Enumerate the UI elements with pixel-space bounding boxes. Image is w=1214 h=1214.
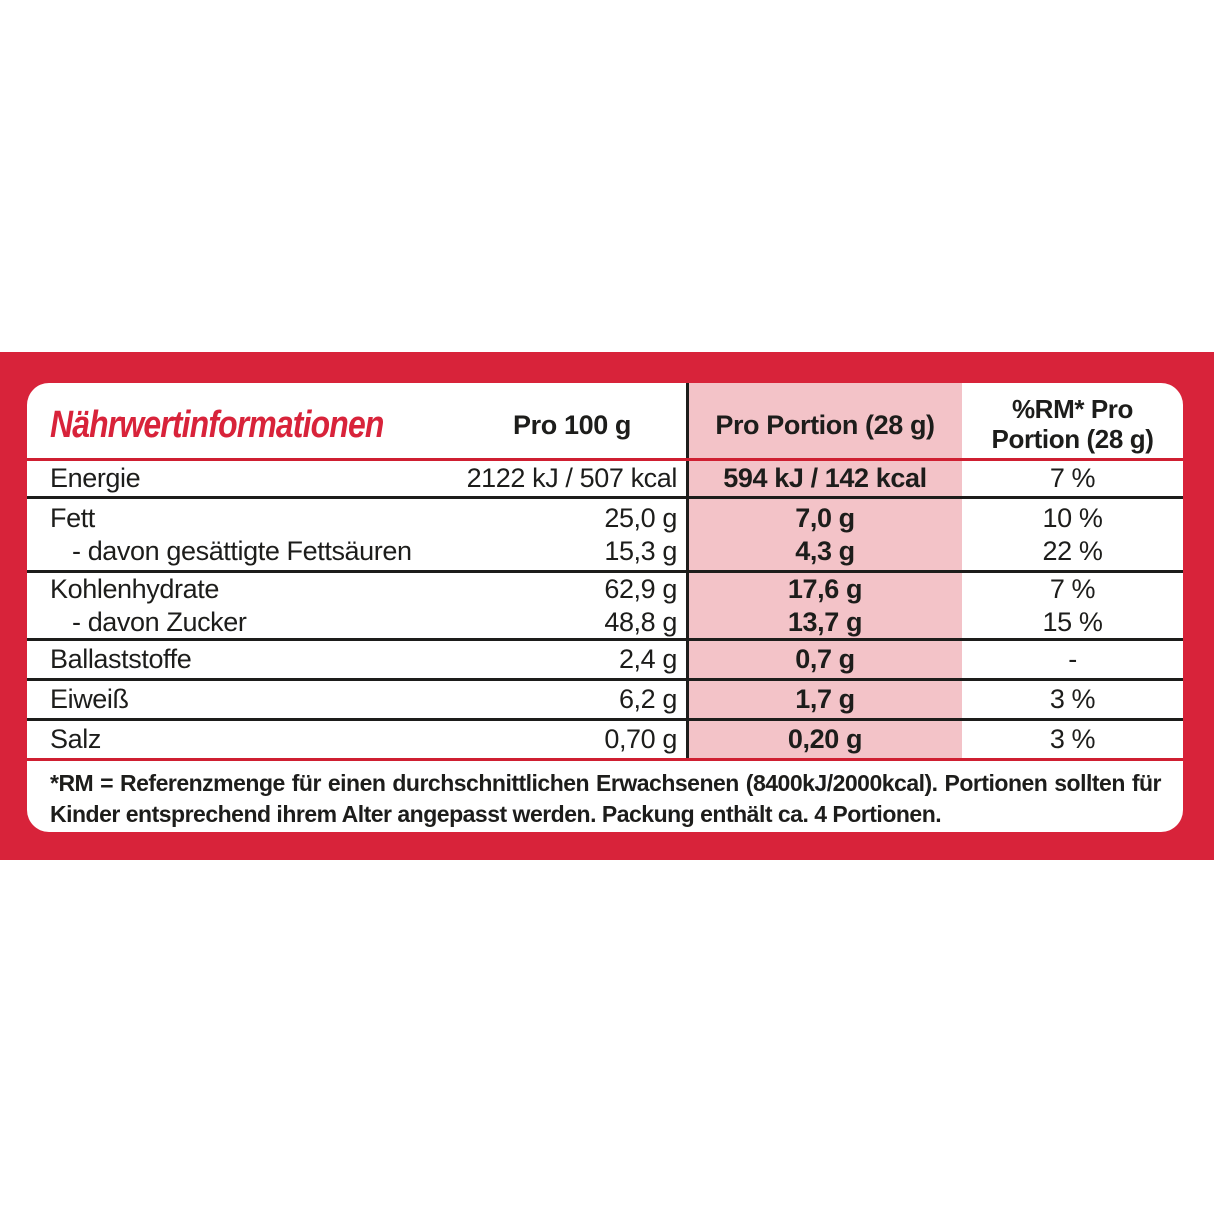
value-rm-percent: 3 % xyxy=(1049,724,1096,754)
value-per-100g: 2,4 g xyxy=(618,644,677,674)
nutrient-sublabel: - davon gesättigte Fettsäuren xyxy=(72,535,412,566)
nutrient-label: Ballaststoffe xyxy=(50,644,192,674)
value-per-portion: 4,3 g xyxy=(795,535,855,566)
column-header-per-100g: Pro 100 g xyxy=(513,410,631,440)
reference-footnote xyxy=(27,758,1183,832)
value-per-portion: 594 kJ / 142 kcal xyxy=(723,463,927,493)
table-title: Nährwertinformationen xyxy=(50,404,384,446)
value-per-portion: 0,20 g xyxy=(787,724,863,754)
value-rm-percent-group xyxy=(962,499,1183,570)
column-header-rm-line1: %RM* Pro xyxy=(1011,393,1134,424)
value-per-100g: 0,70 g xyxy=(604,724,677,754)
column-header-per-portion: Pro Portion (28 g) xyxy=(715,410,935,440)
table-row-energie xyxy=(27,458,1183,496)
footnote-line-1: *RM = Referenzmenge für einen durchschnittlichen Erwachsenen (8400kJ/2000kcal). Portionen sollten für xyxy=(50,770,1161,796)
table-row-ballaststoffe xyxy=(27,638,1183,678)
nutrient-label: Energie xyxy=(50,463,141,493)
value-per-100g: 15,3 g xyxy=(604,535,677,566)
column-header-rm-line2: Portion (28 g) xyxy=(991,423,1154,454)
value-per-100g: 25,0 g xyxy=(604,502,677,533)
value-rm-percent: 7 % xyxy=(1049,574,1096,604)
nutrient-label: Salz xyxy=(50,724,101,754)
value-per-portion-group xyxy=(688,499,962,570)
value-rm-percent-group xyxy=(962,573,1183,639)
value-rm-percent: 3 % xyxy=(1049,684,1096,714)
footnote-line-2: Kinder entsprechend ihrem Alter angepasst werden. Packung enthält ca. 4 Portionen. xyxy=(50,801,942,827)
column-header-rm-percent xyxy=(962,383,1183,458)
value-per-100g: 62,9 g xyxy=(604,574,677,604)
value-per-100g: 6,2 g xyxy=(618,684,677,714)
nutrient-label-group xyxy=(27,573,447,639)
table-row-fett-group xyxy=(27,496,1183,570)
nutrient-sublabel: - davon Zucker xyxy=(72,607,247,637)
value-per-portion: 0,7 g xyxy=(795,644,855,674)
nutrition-table-card xyxy=(27,383,1183,832)
value-per-portion-group xyxy=(688,573,962,639)
value-rm-percent: 10 % xyxy=(1042,502,1103,533)
value-rm-percent: 22 % xyxy=(1042,535,1103,566)
value-rm-percent: - xyxy=(1068,644,1077,674)
nutrient-label: Eiweiß xyxy=(50,684,129,714)
value-per-100g: 2122 kJ / 507 kcal xyxy=(466,463,677,493)
value-per-portion: 1,7 g xyxy=(795,684,855,714)
value-per-100g-group xyxy=(447,499,688,570)
value-per-portion: 7,0 g xyxy=(795,502,855,533)
value-rm-percent: 7 % xyxy=(1049,463,1096,493)
value-rm-percent: 15 % xyxy=(1042,607,1103,637)
nutrient-label-group xyxy=(27,499,447,570)
nutrient-label: Kohlenhydrate xyxy=(50,574,219,604)
nutrient-label: Fett xyxy=(50,502,95,533)
nutrition-table xyxy=(27,383,1183,832)
value-per-portion: 13,7 g xyxy=(787,607,863,637)
table-row-kohlenhydrate-group xyxy=(27,570,1183,638)
table-title-cell xyxy=(27,383,447,458)
value-per-100g-group xyxy=(447,573,688,639)
value-per-portion: 17,6 g xyxy=(787,574,863,604)
value-per-100g: 48,8 g xyxy=(604,607,677,637)
table-header-row xyxy=(27,383,1183,458)
table-row-eiweiss xyxy=(27,678,1183,718)
table-row-salz xyxy=(27,718,1183,758)
